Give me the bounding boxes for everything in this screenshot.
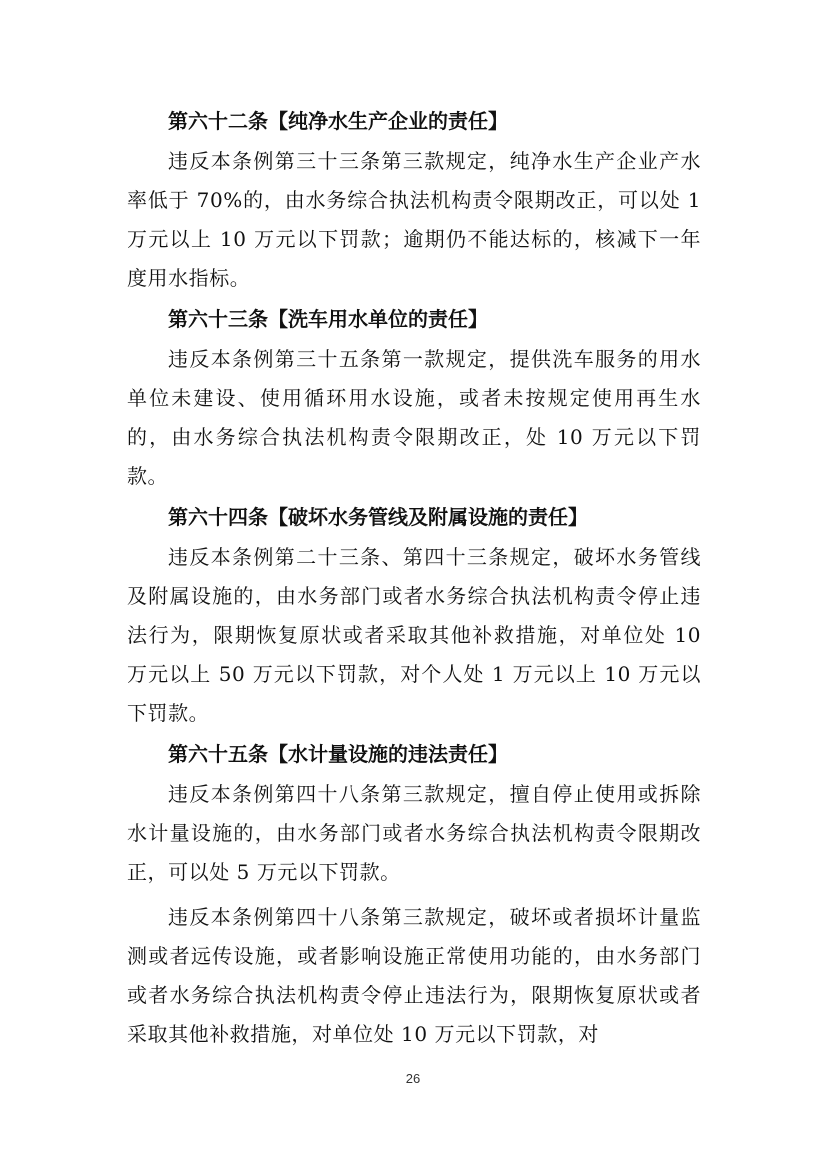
article-63-paragraph: 违反本条例第三十五条第一款规定，提供洗车服务的用水单位未建设、使用循环用水设施，或者未按规定使用再生水的，由水务综合执法机构责令限期改正，处 10 万元以下罚款。 [127, 347, 701, 488]
article-65-heading: 第六十五条【水计量设施的违法责任】 [168, 742, 508, 766]
article-65-paragraph-2: 违反本条例第四十八条第三款规定，破坏或者损坏计量监测或者远传设施，或者影响设施正常使用功能的，由水务部门或者水务综合执法机构责令停止违法行为，限期恢复原状或者采取其他补救措施，对单位处 10 万元以下罚款，对 [127, 905, 701, 1046]
article-65-paragraph-1: 违反本条例第四十八条第三款规定，擅自停止使用或拆除水计量设施的，由水务部门或者水务综合执法机构责令限期改正，可以处 5 万元以下罚款。 [127, 782, 701, 884]
article-62-heading: 第六十二条【纯净水生产企业的责任】 [168, 109, 508, 133]
article-64-heading: 第六十四条【破坏水务管线及附属设施的责任】 [168, 505, 588, 529]
article-62-paragraph: 违反本条例第三十三条第三款规定，纯净水生产企业产水率低于 70%的，由水务综合执法机构责令限期改正，可以处 1 万元以上 10 万元以下罚款；逾期仍不能达标的，核减下一年度用水指标。 [127, 149, 701, 290]
page-number: 26 [405, 1071, 421, 1086]
document-page [127, 100, 701, 1054]
article-63-heading: 第六十三条【洗车用水单位的责任】 [168, 307, 488, 331]
article-64-paragraph: 违反本条例第二十三条、第四十三条规定，破坏水务管线及附属设施的，由水务部门或者水务综合执法机构责令停止违法行为，限期恢复原状或者采取其他补救措施，对单位处 10 万元以上 50 万元以下罚款，对个人处 1 万元以上 10 万元以下罚款。 [127, 545, 701, 725]
